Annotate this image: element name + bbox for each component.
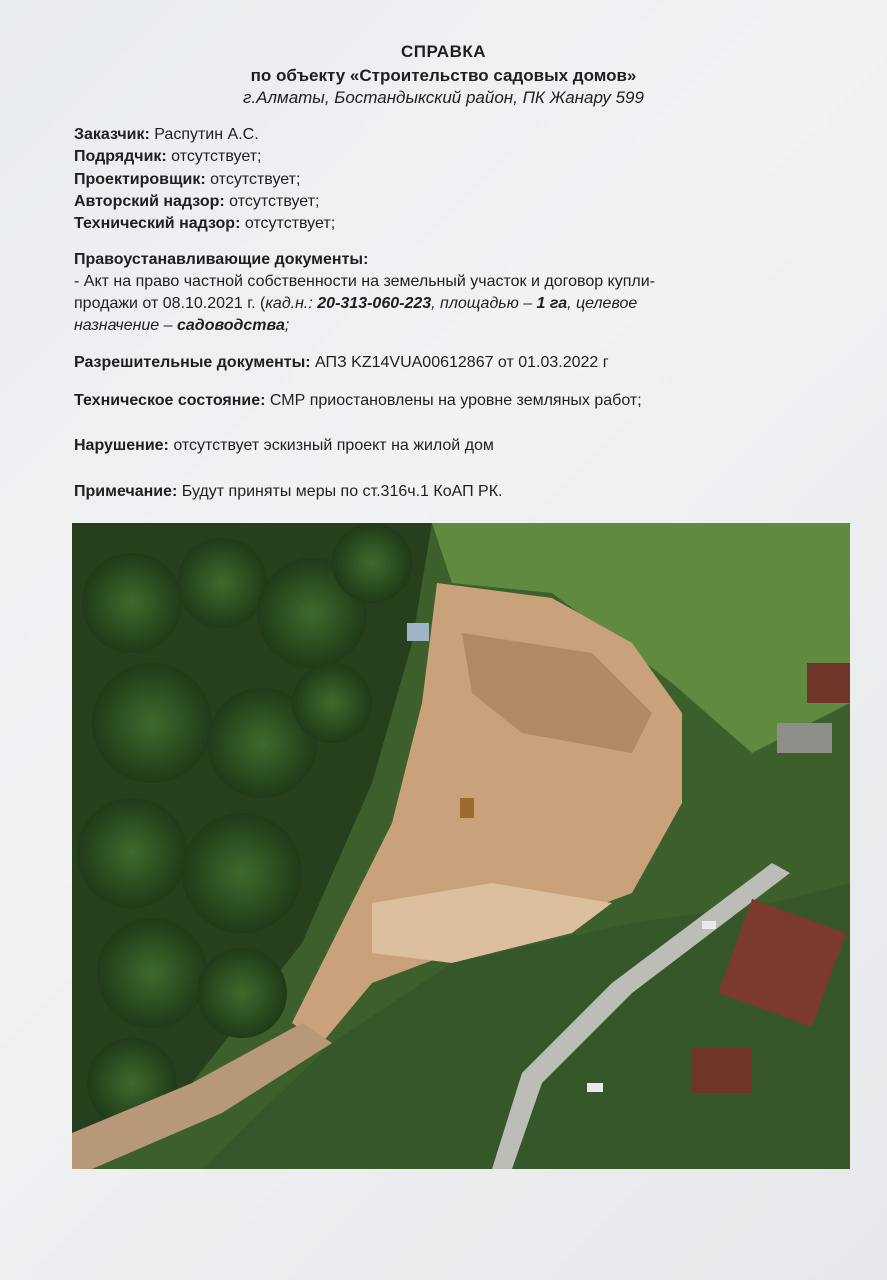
customer-row xyxy=(74,126,259,144)
document-location: г.Алматы, Бостандыкский район, ПК Жанару 599 xyxy=(243,88,644,107)
aerial-site-photo xyxy=(72,523,850,1169)
cadastral-number: 20-313-060-223 xyxy=(317,295,432,312)
violation-row xyxy=(74,437,494,455)
title-docs-label: Правоустанавливающие документы: xyxy=(74,251,369,268)
purpose-label: назначение – xyxy=(74,317,177,334)
house-roof-small xyxy=(692,1048,752,1093)
document-subtitle: по объекту «Строительство садовых домов» xyxy=(250,66,637,85)
note-row xyxy=(74,483,502,501)
contractor-label: Подрядчик: xyxy=(74,148,167,165)
designer-row xyxy=(74,171,300,189)
permit-row xyxy=(74,354,609,372)
customer-value: Распутин А.С. xyxy=(149,126,259,143)
aerial-photo-drawing xyxy=(72,523,850,1169)
permit-value: АПЗ KZ14VUA00612867 от 01.03.2022 г xyxy=(310,354,609,371)
cadastral-label: кад.н.: xyxy=(265,295,318,312)
permit-label: Разрешительные документы: xyxy=(74,354,311,371)
tech-state-value: СМР приостановлены на уровне земляных работ; xyxy=(265,392,642,409)
violation-value: отсутствует эскизный проект на жилой дом xyxy=(168,437,494,454)
customer-label: Заказчик: xyxy=(74,126,150,143)
designer-label: Проектировщик: xyxy=(74,171,206,188)
purpose-end: ; xyxy=(284,317,290,334)
contractor-row xyxy=(74,148,261,166)
tech-state-row xyxy=(74,392,642,410)
violation-label: Нарушение: xyxy=(74,437,169,454)
contractor-value: отсутствует; xyxy=(166,148,262,165)
area-value: 1 га xyxy=(536,295,568,312)
parked-car xyxy=(702,921,716,929)
author-supervision-row xyxy=(74,193,319,211)
title-docs-line1: - Акт на право частной собственности на земельный участок и договор купли- xyxy=(74,273,655,290)
document-title: СПРАВКА xyxy=(400,42,487,61)
author-supervision-value: отсутствует; xyxy=(224,193,320,210)
author-supervision-label: Авторский надзор: xyxy=(74,193,225,210)
purpose-value: садоводства xyxy=(177,317,285,334)
house-roof-top xyxy=(807,663,850,703)
note-value: Будут приняты меры по ст.316ч.1 КоАП РК. xyxy=(177,483,503,500)
parked-car xyxy=(587,1083,603,1092)
house-roof-grey xyxy=(777,723,832,753)
tech-state-label: Техническое состояние: xyxy=(74,392,266,409)
tech-supervision-value: отсутствует; xyxy=(240,215,336,232)
tech-supervision-label: Технический надзор: xyxy=(74,215,241,232)
designer-value: отсутствует; xyxy=(205,171,301,188)
area-label: , площадью – xyxy=(431,295,537,312)
title-docs-heading xyxy=(74,251,368,269)
purpose-label-start: , целевое xyxy=(567,295,638,312)
excavator xyxy=(460,798,474,818)
tech-supervision-row xyxy=(74,215,335,233)
title-docs-line2-a: продажи от 08.10.2021 г. ( xyxy=(74,295,266,312)
title-docs-text xyxy=(74,271,838,337)
site-shed xyxy=(407,623,429,641)
note-label: Примечание: xyxy=(74,483,178,500)
